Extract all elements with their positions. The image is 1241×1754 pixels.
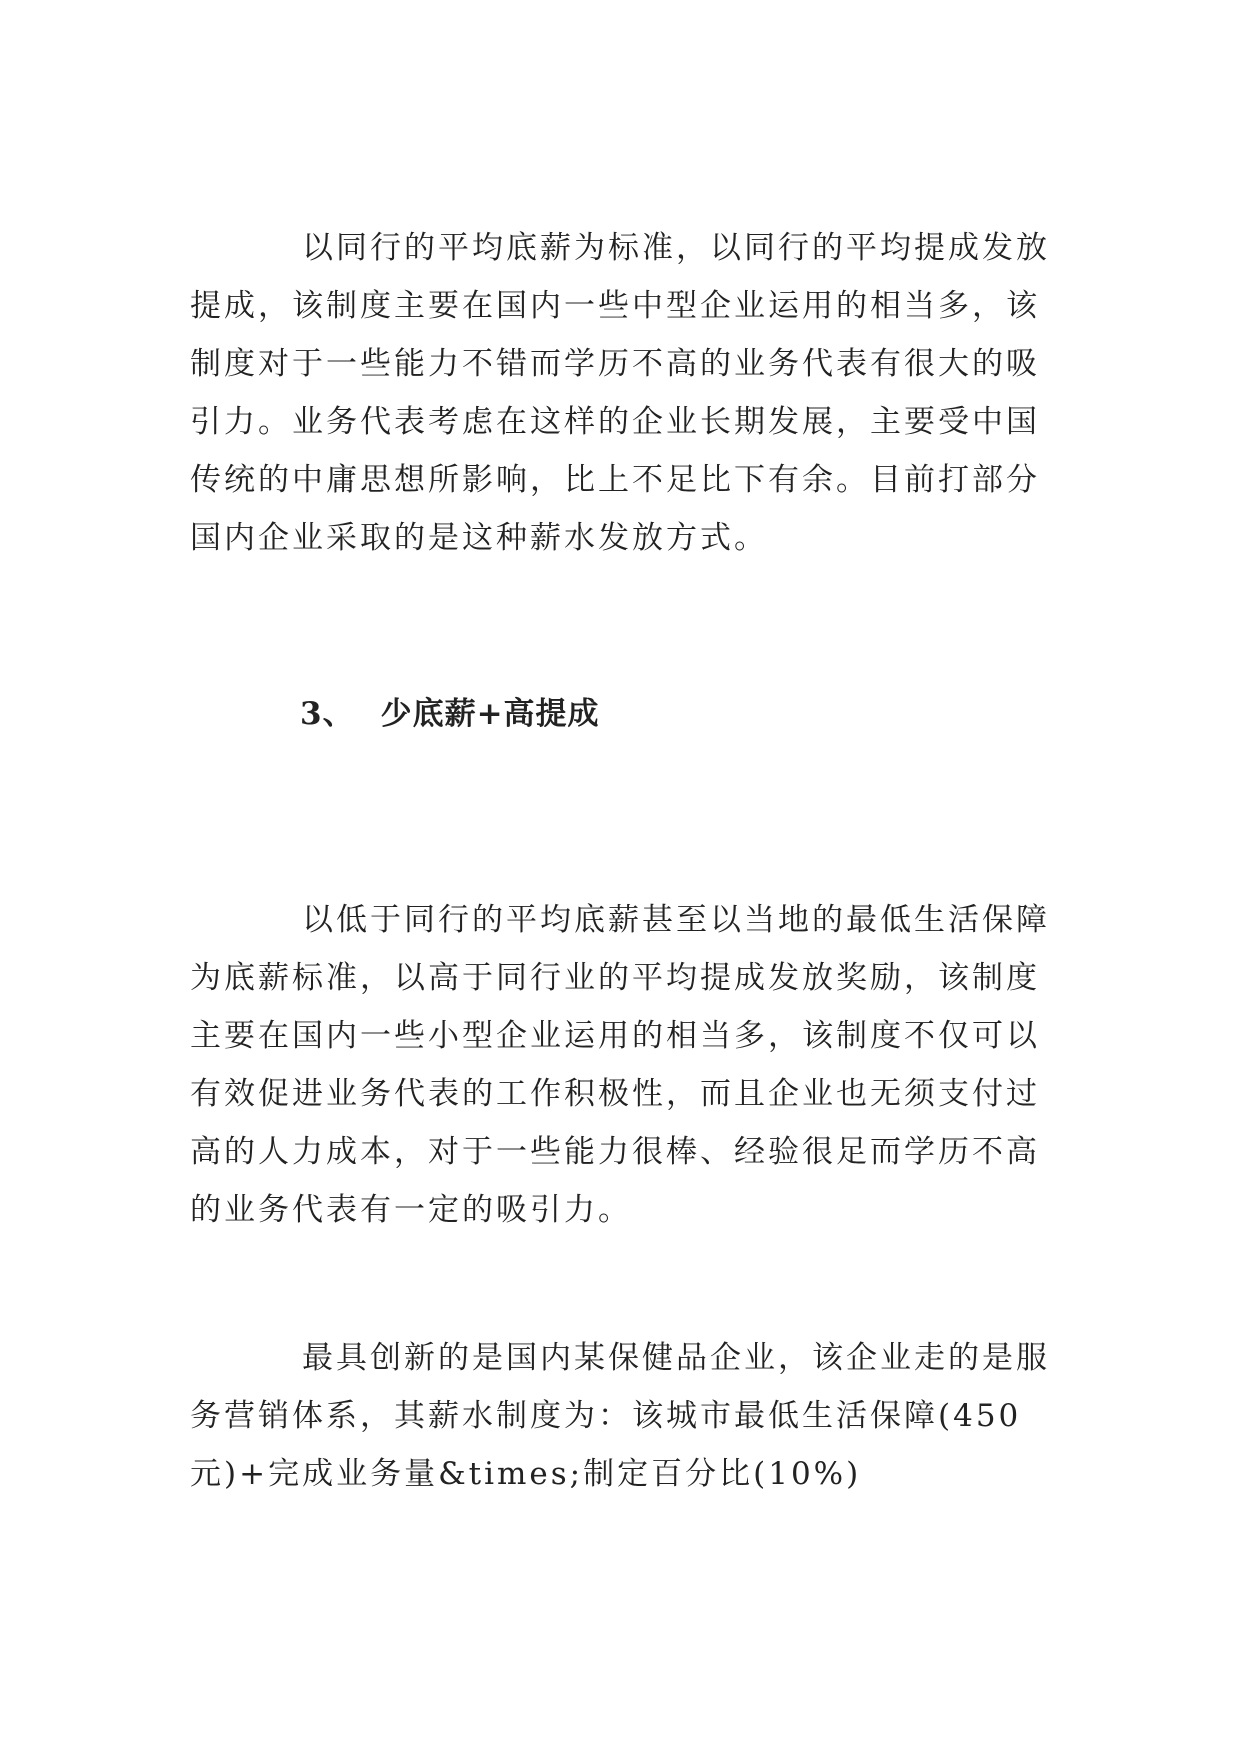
section-heading	[300, 690, 600, 738]
section-number: 3、	[300, 696, 355, 732]
section-title: 少底薪+高提成	[380, 696, 600, 732]
paragraph-innovative-example: 最具创新的是国内某保健品企业，该企业走的是服务营销体系，其薪水制度为：该城市最低生活保障(450 元)+完成业务量&times;制定百分比(10%)	[190, 1340, 1050, 1492]
paragraph-low-base-high-commission: 以低于同行的平均底薪甚至以当地的最低生活保障为底薪标准，以高于同行业的平均提成发放奖励，该制度主要在国内一些小型企业运用的相当多，该制度不仅可以有效促进业务代表的工作积极性，而且企业也无须支付过高的人力成本，对于一些能力很棒、经验很足而学历不高的业务代表有一定的吸引力。	[190, 902, 1050, 1228]
paragraph-salary-average: 以同行的平均底薪为标准，以同行的平均提成发放提成，该制度主要在国内一些中型企业运用的相当多，该制度对于一些能力不错而学历不高的业务代表有很大的吸引力。业务代表考虑在这样的企业长期发展，主要受中国传统的中庸思想所影响，比上不足比下有余。目前打部分国内企业采取的是这种薪水发放方式。	[190, 230, 1050, 556]
